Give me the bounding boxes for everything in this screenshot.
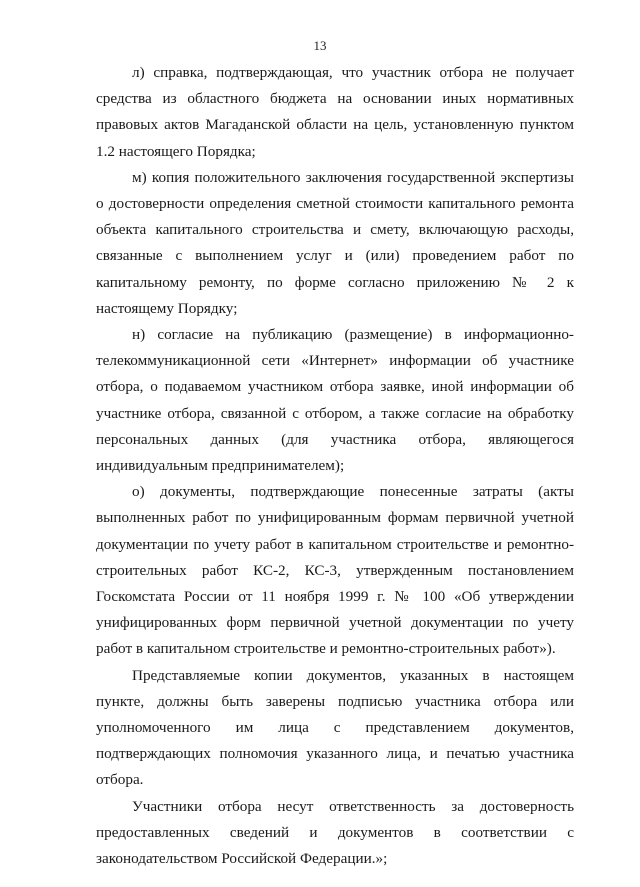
paragraph-participant-responsibility: Участники отбора несут ответственность за достоверность предоставленных сведений и документов в соответствии с законодательством Российской Федерации.»; <box>96 797 574 868</box>
paragraph-o-cost-documents: о) документы, подтверждающие понесенные затраты (акты выполненных работ по унифицированным формам первичной учетной документации по учету работ в капитальном строительстве и ремонтно-строительных работ КС-2, КС-3, утвержденным постановлением Госкомстата России от 11 ноября 1999 г. № 100 «Об утверждении унифицированных форм первичной учетной документации по учету работ в капитальном строительстве и ремонтно-строительных работ»). <box>96 483 574 658</box>
document-body <box>96 60 574 872</box>
paragraph-m-expertise-copy: м) копия положительного заключения государственной экспертизы о достоверности определения сметной стоимости капитального ремонта объекта капитального строительства и смету, включающую расходы, связанные с выполнением услуг и (или) проведением работ по капитальному ремонту, по форме согласно приложению № 2 к настоящему Порядку; <box>96 168 574 317</box>
paragraph-l-certificate: л) справка, подтверждающая, что участник отбора не получает средства из областного бюджета на основании иных нормативных правовых актов Магаданской области на цель, установленную пунктом 1.2 настоящего Порядка; <box>96 64 574 160</box>
paragraph-copies-certification: Представляемые копии документов, указанных в настоящем пункте, должны быть заверены подписью участника отбора или уполномоченного им лица с представлением документов, подтверждающих полномочия указанного лица, и печатью участника отбора. <box>96 666 574 789</box>
page-number: 13 <box>313 38 327 53</box>
paragraph-n-publication-consent: н) согласие на публикацию (размещение) в информационно-телекоммуникационной сети «Интернет» информации об участнике отбора, о подаваемом участником отбора заявке, иной информации об участнике отбора, связанной с отбором, а также согласие на обработку персональных данных (для участника отбора, являющегося индивидуальным предпринимателем); <box>96 326 574 475</box>
